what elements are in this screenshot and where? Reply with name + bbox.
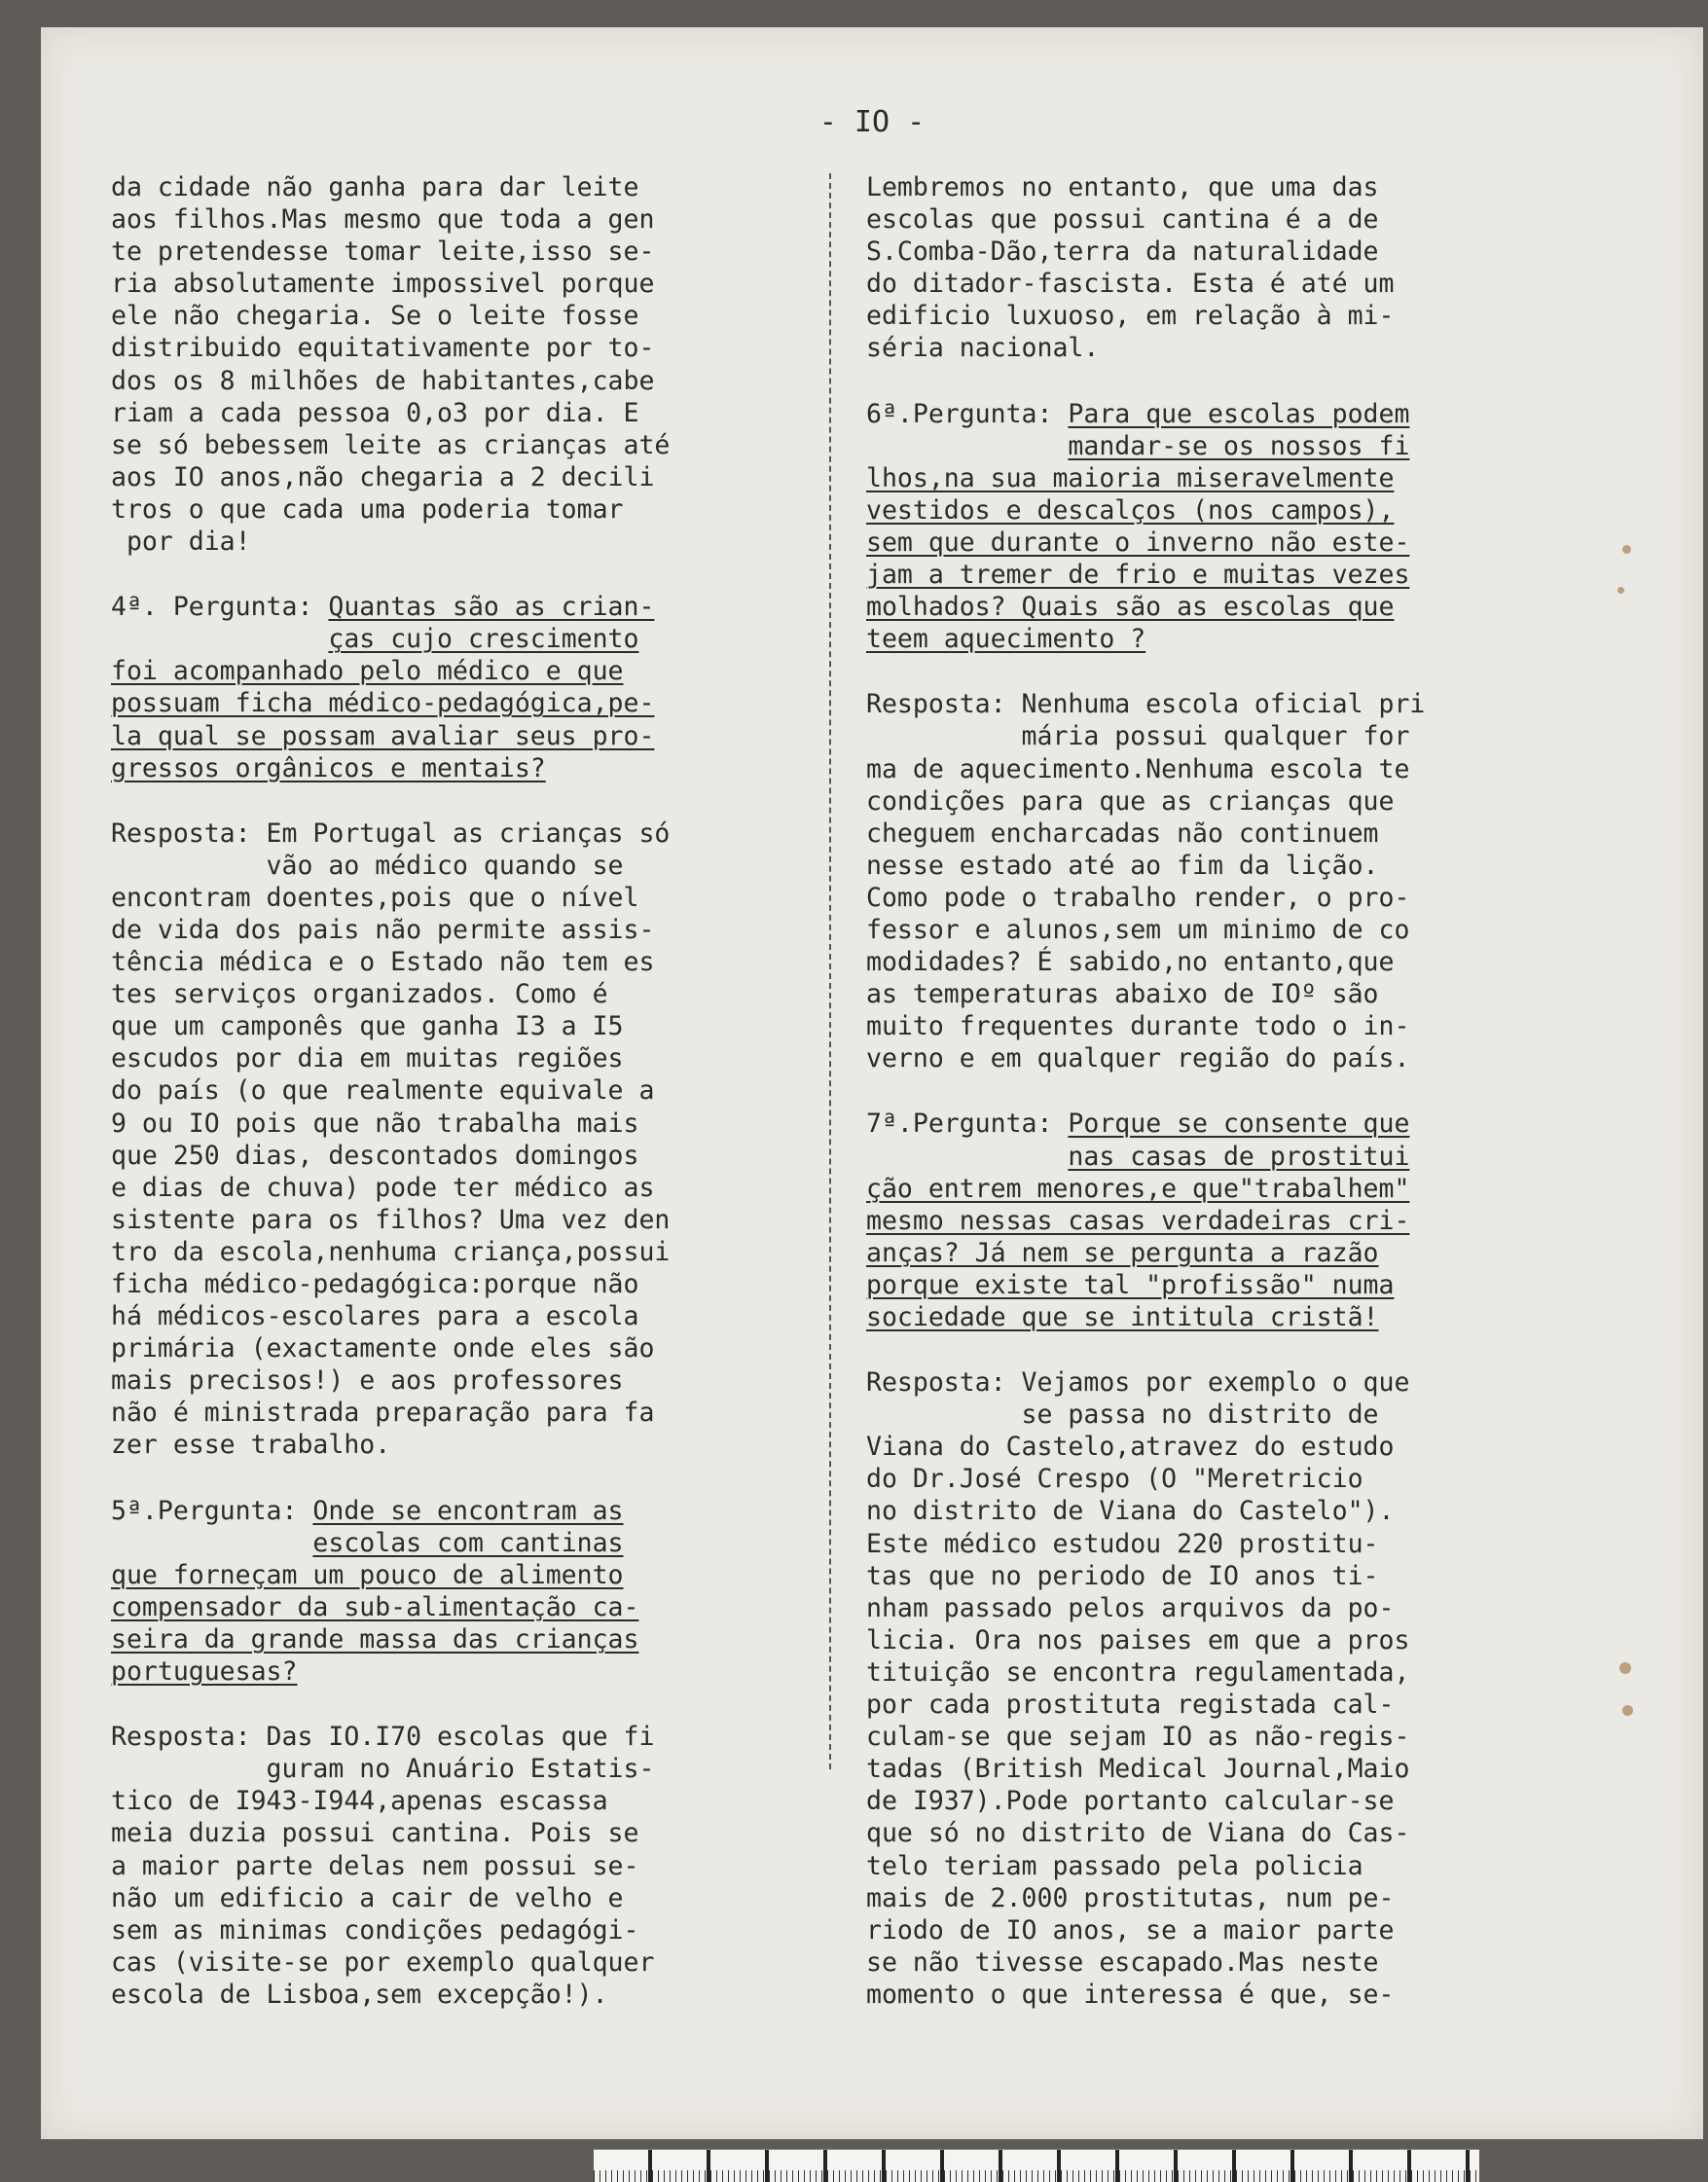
text-line: sem que durante o inverno não este-: [866, 527, 1410, 558]
text-line: jam a tremer de frio e muitas vezes: [866, 560, 1410, 591]
text-line: 9 ou IO pois que não trabalha mais: [111, 1108, 639, 1139]
paper-stain: [1622, 1705, 1633, 1716]
text-line: S.Comba-Dão,terra da naturalidade: [866, 236, 1379, 268]
text-line: ma de aquecimento.Nenhuma escola te: [866, 753, 1410, 784]
text-line: da cidade não ganha para dar leite: [111, 172, 639, 202]
scale-ruler: [594, 2149, 1479, 2182]
page-number: - IO -: [818, 105, 926, 139]
text-line: escola de Lisboa,sem excepção!).: [111, 1979, 608, 2010]
paper-stain: [1617, 587, 1624, 594]
paper-stain: [1619, 1662, 1631, 1674]
text-line: ria absolutamente impossivel porque: [111, 269, 655, 300]
text-line: sem as minimas condições pedagógi-: [111, 1914, 639, 1946]
text-line: Resposta: Nenhuma escola oficial pri: [866, 689, 1426, 720]
text-line: zer esse trabalho.: [111, 1430, 391, 1461]
text-line: vão ao médico quando se: [111, 850, 624, 881]
text-line: sociedade que se intitula cristã!: [866, 1302, 1379, 1332]
paragraph-gap: [866, 365, 1584, 398]
text-line: tituição se encontra regulamentada,: [866, 1656, 1410, 1688]
text-line: Este médico estudou 220 prostitu-: [866, 1528, 1379, 1559]
text-line: do ditador-fascista. Esta é até um: [866, 269, 1395, 300]
text-line: que forneçam um pouco de alimento: [111, 1559, 624, 1590]
text-line: séria nacional.: [866, 333, 1100, 364]
text-line: primária (exactamente onde eles são: [111, 1333, 655, 1364]
text-line: edificio luxuoso, em relação à mi-: [866, 301, 1395, 332]
text-line: porque existe tal "profissão" numa: [866, 1269, 1395, 1300]
text-line: mais precisos!) e aos professores: [111, 1365, 624, 1397]
text-line: guram no Anuário Estatis-: [111, 1754, 655, 1785]
text-line: compensador da sub-alimentação ca-: [111, 1591, 639, 1622]
text-line: muito frequentes durante todo o in-: [866, 1011, 1410, 1042]
document-page: [41, 27, 1703, 2139]
text-line: 7ª.Pergunta: Porque se consente que: [866, 1109, 1410, 1140]
text-line: Resposta: Em Portugal as crianças só: [111, 818, 671, 849]
text-line: molhados? Quais são as escolas que: [866, 592, 1395, 623]
paragraph-gap: [866, 655, 1584, 688]
text-line: nas casas de prostitui: [1068, 1141, 1410, 1172]
text-line: mesmo nessas casas verdadeiras cri-: [866, 1205, 1410, 1236]
text-line: possuam ficha médico-pedagógica,pe-: [111, 688, 655, 719]
text-line: la qual se possam avaliar seus pro-: [111, 720, 655, 751]
text-line: tes serviços organizados. Como é: [111, 979, 608, 1010]
text-line: cas (visite-se por exemplo qualquer: [111, 1946, 655, 1978]
text-line: modidades? É sabido,no entanto,que: [866, 947, 1395, 978]
text-line: seira da grande massa das crianças: [111, 1623, 639, 1655]
text-line: licia. Ora nos paises em que a pros: [866, 1624, 1410, 1655]
text-line: 6ª.Pergunta: Para que escolas podem: [866, 398, 1410, 429]
text-line: riodo de IO anos, se a maior parte: [866, 1914, 1395, 1946]
text-line: do Dr.José Crespo (O "Meretricio: [866, 1464, 1363, 1495]
paper-stain: [1622, 545, 1631, 554]
left-column: [111, 171, 831, 2011]
text-line: do país (o que realmente equivale a: [111, 1075, 655, 1107]
right-column: [866, 171, 1584, 2011]
text-line: escolas que possui cantina é a de: [866, 204, 1379, 236]
text-line: ficha médico-pedagógica:porque não: [111, 1269, 639, 1299]
text-line: tadas (British Medical Journal,Maio: [866, 1754, 1410, 1785]
text-line: mais de 2.000 prostitutas, num pe-: [866, 1882, 1395, 1913]
text-line: por dia!: [111, 527, 251, 558]
text-line: gressos orgânicos e mentais?: [111, 752, 546, 783]
text-line: vestidos e descalços (nos campos),: [866, 494, 1395, 526]
text-line: 4ª. Pergunta: Quantas são as crian-: [111, 592, 655, 623]
text-line: no distrito de Viana do Castelo").: [866, 1496, 1395, 1527]
text-line: tros o que cada uma poderia tomar: [111, 493, 624, 525]
text-line: mária possui qualquer for: [866, 721, 1410, 752]
text-line: se não tivesse escapado.Mas neste: [866, 1946, 1379, 1978]
text-line: ção entrem menores,e que"trabalhem": [866, 1173, 1410, 1204]
paragraph-gap: [866, 1074, 1584, 1108]
text-line: a maior parte delas nem possui se-: [111, 1850, 639, 1881]
text-line: telo teriam passado pela policia: [866, 1850, 1363, 1881]
text-line: se só bebessem leite as crianças até: [111, 429, 671, 460]
text-line: que só no distrito de Viana do Cas-: [866, 1818, 1410, 1849]
text-line: que 250 dias, descontados domingos: [111, 1140, 639, 1171]
text-line: 5ª.Pergunta: Onde se encontram as: [111, 1495, 624, 1526]
text-line: portuguesas?: [111, 1656, 298, 1688]
text-line: tas que no periodo de IO anos ti-: [866, 1560, 1379, 1591]
text-line: aos IO anos,não chegaria a 2 decili: [111, 461, 655, 492]
paragraph-gap: [111, 1462, 831, 1495]
text-line: tico de I943-I944,apenas escassa: [111, 1786, 608, 1817]
text-line: foi acompanhado pelo médico e que: [111, 656, 624, 687]
text-line: fessor e alunos,sem um minimo de co: [866, 914, 1410, 945]
text-line: Viana do Castelo,atravez do estudo: [866, 1432, 1395, 1463]
text-line: tência médica e o Estado não tem es: [111, 947, 655, 978]
text-line: verno e em qualquer região do país.: [866, 1043, 1410, 1074]
text-line: sistente para os filhos? Uma vez den: [111, 1204, 671, 1235]
text-line: de I937).Pode portanto calcular-se: [866, 1786, 1395, 1817]
text-line: aos filhos.Mas mesmo que toda a gen: [111, 204, 655, 236]
text-line: teem aquecimento ?: [866, 624, 1146, 655]
text-line: por cada prostituta registada cal-: [866, 1690, 1395, 1721]
text-line: não um edificio a cair de velho e: [111, 1882, 624, 1913]
text-line: momento o que interessa é que, se-: [866, 1979, 1395, 2010]
paragraph-gap: [866, 1333, 1584, 1366]
text-line: escolas com cantinas: [312, 1527, 624, 1558]
text-line: que um camponês que ganha I3 a I5: [111, 1011, 624, 1042]
text-line: mandar-se os nossos fi: [1068, 430, 1410, 461]
text-line: nesse estado até ao fim da lição.: [866, 850, 1379, 881]
text-line: e dias de chuva) pode ter médico as: [111, 1172, 655, 1203]
text-line: cheguem encharcadas não continuem: [866, 818, 1379, 849]
text-line: Lembremos no entanto, que uma das: [866, 172, 1379, 202]
text-line: Como pode o trabalho render, o pro-: [866, 882, 1410, 913]
text-line: tro da escola,nenhuma criança,possui: [111, 1236, 671, 1267]
text-line: escudos por dia em muitas regiões: [111, 1043, 624, 1074]
text-line: condições para que as crianças que: [866, 785, 1395, 817]
text-line: não é ministrada preparação para fa: [111, 1398, 655, 1429]
text-line: ele não chegaria. Se o leite fosse: [111, 301, 639, 332]
text-line: Resposta: Vejamos por exemplo o que: [866, 1367, 1410, 1399]
text-line: dos os 8 milhões de habitantes,cabe: [111, 365, 655, 396]
text-line: de vida dos pais não permite assis-: [111, 914, 655, 945]
text-line: Resposta: Das IO.I70 escolas que fi: [111, 1722, 655, 1753]
text-line: há médicos-escolares para a escola: [111, 1301, 639, 1332]
paragraph-gap: [111, 1688, 831, 1721]
paragraph-gap: [111, 558, 831, 591]
text-line: se passa no distrito de: [866, 1400, 1379, 1431]
text-line: culam-se que sejam IO as não-regis-: [866, 1722, 1410, 1753]
text-line: as temperaturas abaixo de IOº são: [866, 979, 1379, 1010]
text-line: ças cujo crescimento: [328, 624, 639, 655]
text-line: te pretendesse tomar leite,isso se-: [111, 236, 655, 268]
text-line: riam a cada pessoa 0,o3 por dia. E: [111, 397, 639, 428]
text-line: lhos,na sua maioria miseravelmente: [866, 462, 1395, 493]
text-line: anças? Já nem se pergunta a razão: [866, 1237, 1379, 1268]
text-line: nham passado pelos arquivos da po-: [866, 1592, 1395, 1623]
text-line: meia duzia possui cantina. Pois se: [111, 1818, 639, 1849]
text-line: encontram doentes,pois que o nível: [111, 882, 639, 913]
text-line: distribuido equitativamente por to-: [111, 333, 655, 364]
paragraph-gap: [111, 784, 831, 818]
